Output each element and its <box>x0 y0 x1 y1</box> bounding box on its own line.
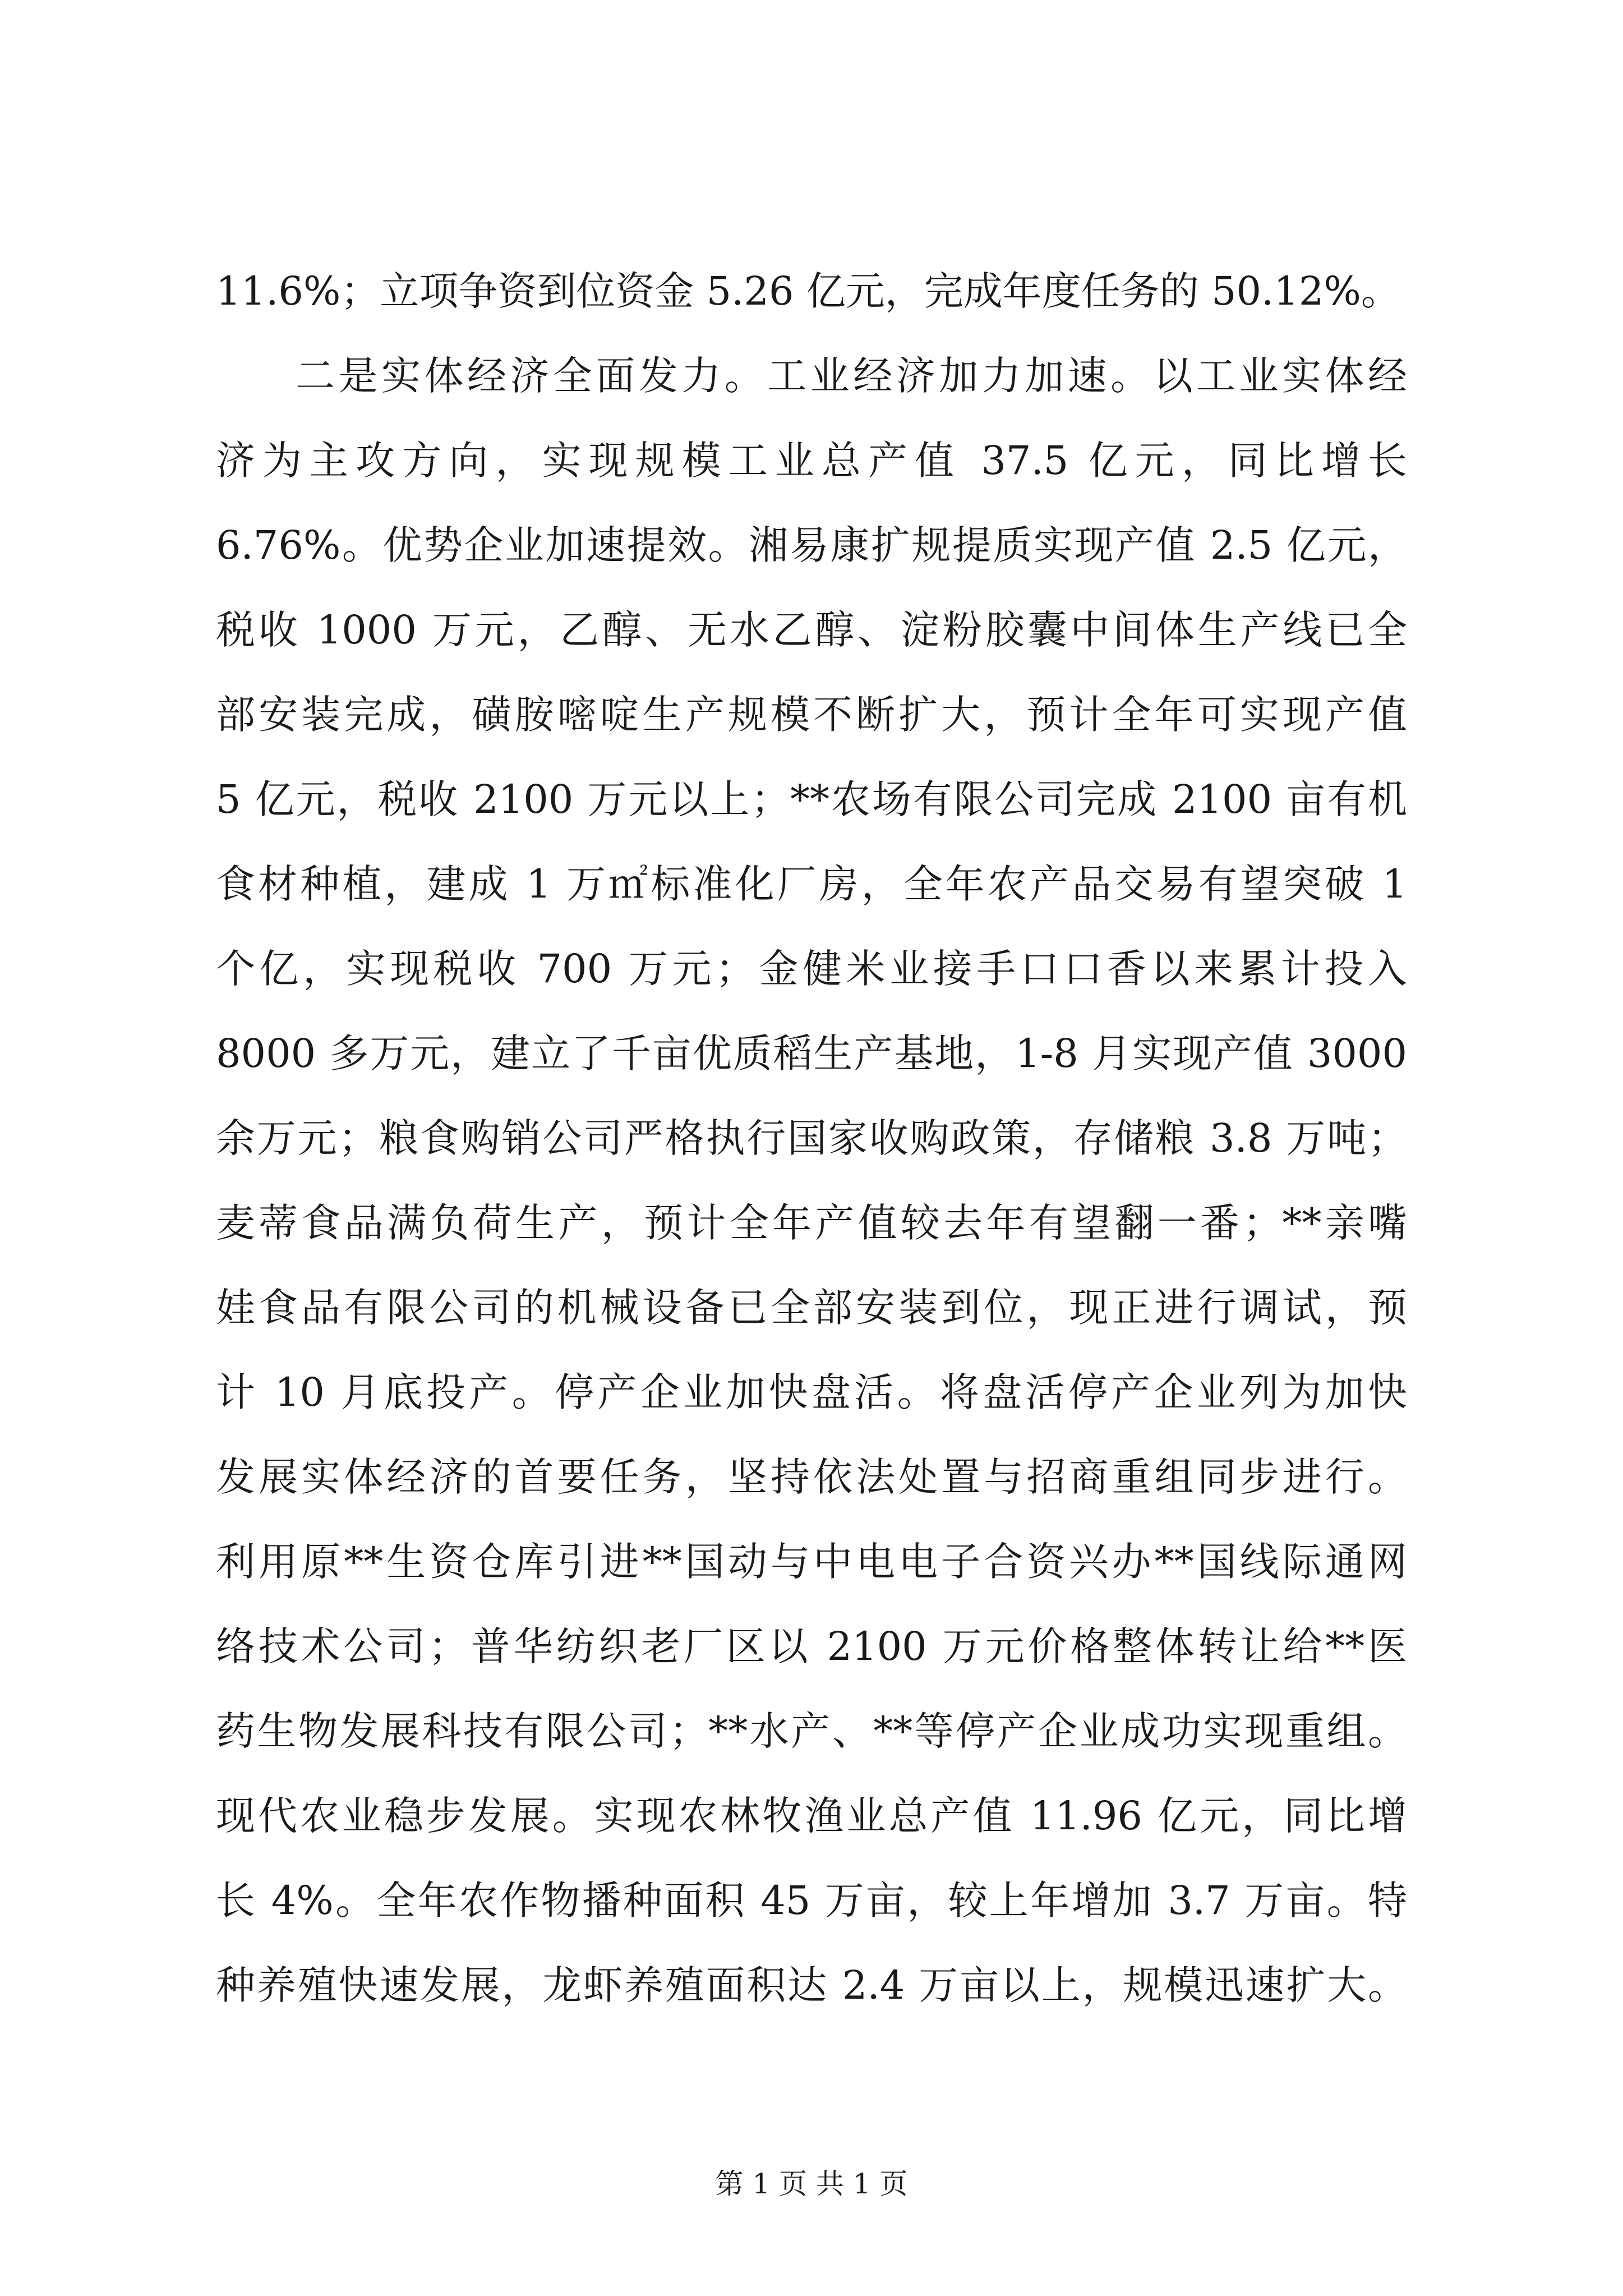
text-line: 余万元；粮食购销公司严格执行国家收购政策，存储粮 3.8 万吨； <box>216 1115 1407 1161</box>
text-line: 药生物发展科技有限公司；**水产、**等停产企业成功实现重组。 <box>216 1708 1407 1754</box>
text-line: 济为主攻方向，实现规模工业总产值 37.5 亿元，同比增长 <box>216 438 1407 484</box>
text-line: 发展实体经济的首要任务，坚持依法处置与招商重组同步进行。 <box>216 1454 1407 1500</box>
text-line: 个亿，实现税收 700 万元；金健米业接手口口香以来累计投入 <box>216 946 1407 992</box>
text-line: 利用原**生资仓库引进**国动与中电电子合资兴办**国线际通网 <box>216 1539 1407 1585</box>
text-line: 5 亿元，税收 2100 万元以上；**农场有限公司完成 2100 亩有机 <box>216 776 1407 822</box>
text-line: 食材种植，建成 1 万㎡标准化厂房，全年农产品交易有望突破 1 <box>216 861 1407 907</box>
text-line: 种养殖快速发展，龙虾养殖面积达 2.4 万亩以上，规模迅速扩大。 <box>216 1962 1407 2008</box>
text-line: 娃食品有限公司的机械设备已全部安装到位，现正进行调试，预 <box>216 1285 1407 1331</box>
text-line: 现代农业稳步发展。实现农林牧渔业总产值 11.96 亿元，同比增 <box>216 1793 1407 1839</box>
text-line: 11.6%；立项争资到位资金 5.26 亿元，完成年度任务的 50.12%。 <box>216 268 1400 314</box>
text-line: 麦蒂食品满负荷生产，预计全年产值较去年有望翻一番；**亲嘴 <box>216 1200 1407 1246</box>
text-line: 二是实体经济全面发力。工业经济加力加速。以工业实体经 <box>296 353 1407 399</box>
text-line: 6.76%。优势企业加速提效。湘易康扩规提质实现产值 2.5 亿元， <box>216 522 1407 568</box>
text-line: 8000 多万元，建立了千亩优质稻生产基地，1-8 月实现产值 3000 <box>216 1030 1407 1076</box>
text-line: 长 4%。全年农作物播种面积 45 万亩，较上年增加 3.7 万亩。特 <box>216 1878 1407 1924</box>
text-line: 计 10 月底投产。停产企业加快盘活。将盘活停产企业列为加快 <box>216 1369 1407 1415</box>
text-line: 络技术公司；普华纺织老厂区以 2100 万元价格整体转让给**医 <box>216 1623 1407 1669</box>
text-line: 税收 1000 万元，乙醇、无水乙醇、淀粉胶囊中间体生产线已全 <box>216 607 1407 653</box>
page-number-footer: 第 1 页 共 1 页 <box>715 2168 908 2200</box>
text-line: 部安装完成，磺胺嘧啶生产规模不断扩大，预计全年可实现产值 <box>216 692 1407 738</box>
body-text <box>216 249 1407 2028</box>
